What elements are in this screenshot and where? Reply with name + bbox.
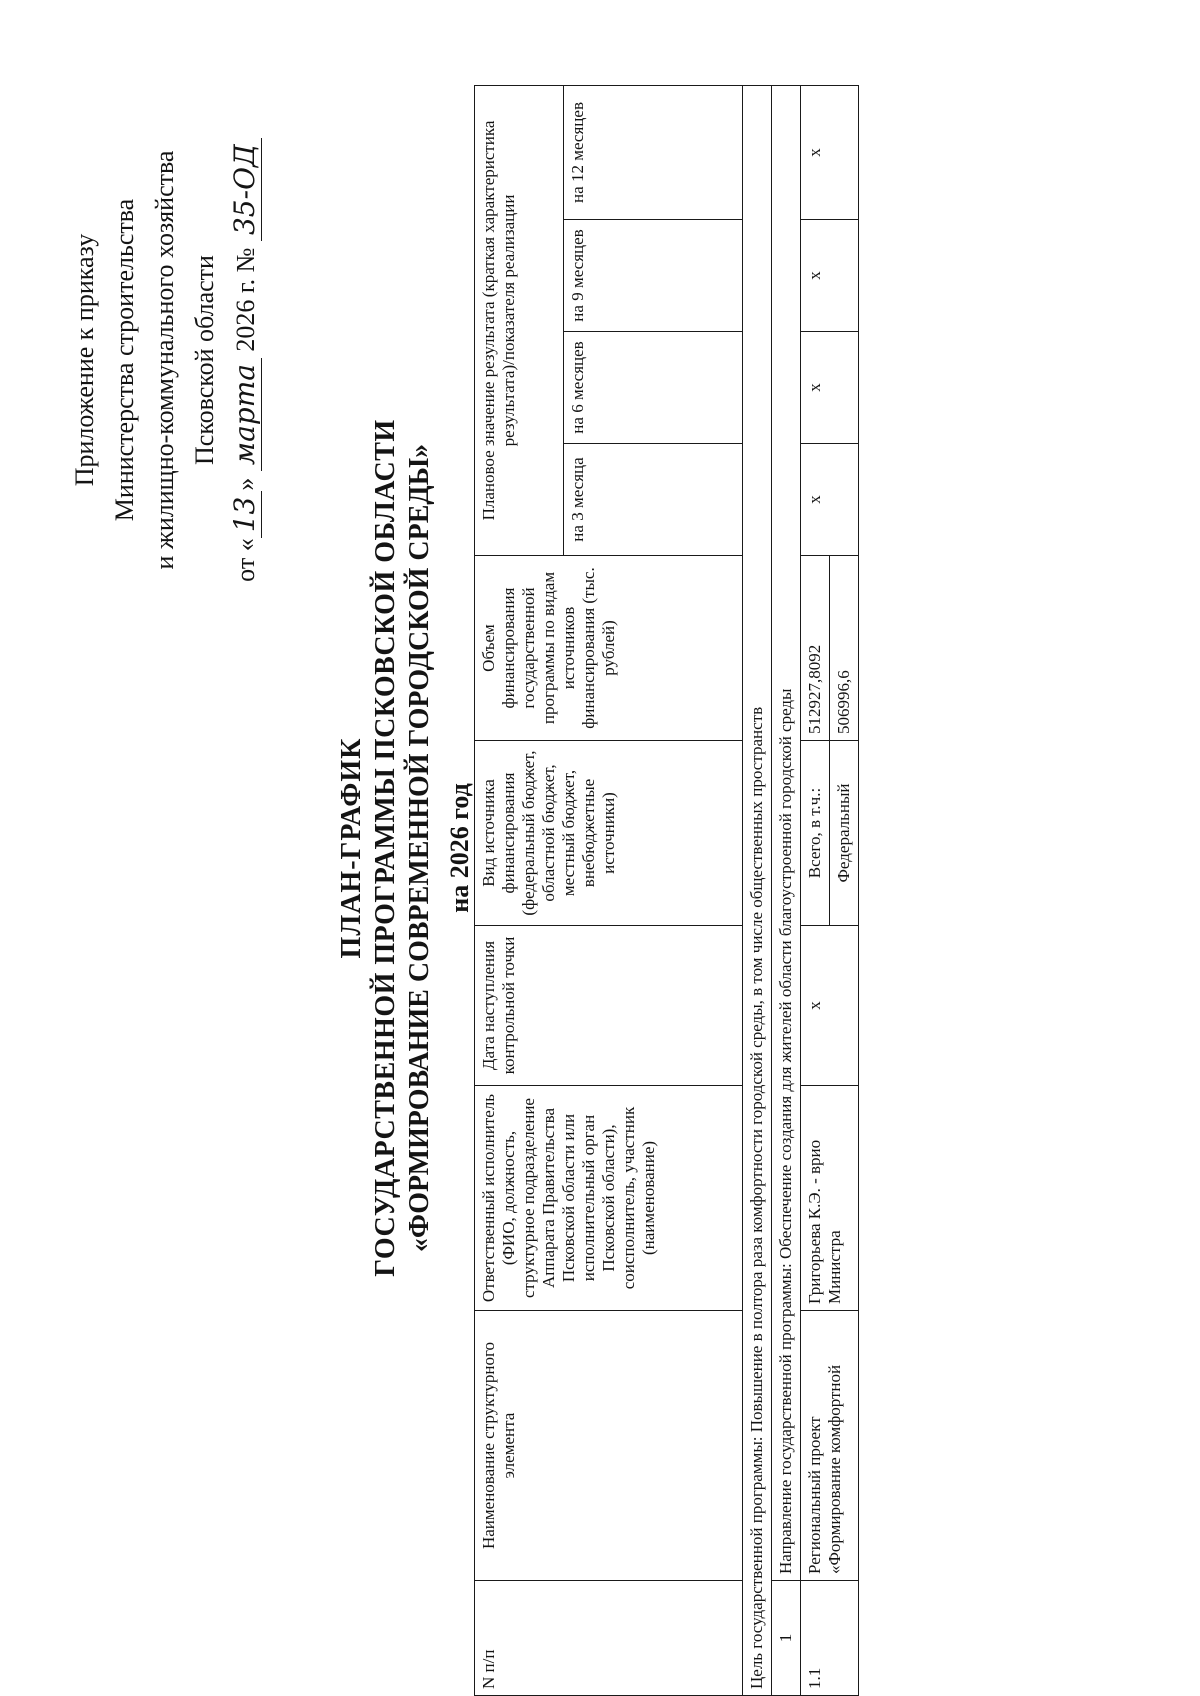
row-value-3-months: х	[801, 444, 859, 556]
header-responsible: Ответственный исполнитель (ФИО, должность, структурное подразделение Аппарата Правительства Псковской области или исполнительный орган Псковской области), соисполнитель, участник (наименование)	[475, 1086, 743, 1311]
header-9-months: на 9 месяцев	[564, 220, 743, 332]
annotation-line-1: Приложение к приказу	[70, 233, 99, 487]
header-name: Наименование структурного элемента	[475, 1311, 743, 1581]
row-value-9-months: х	[801, 220, 859, 332]
document-title	[335, 0, 477, 1696]
row-source-federal: Федеральный	[830, 741, 859, 926]
row-volume-total: 512927,8092	[801, 556, 830, 741]
title-program-name: «ФОРМИРОВАНИЕ СОВРЕМЕННОЙ ГОРОДСКОЙ СРЕДЫ»	[404, 443, 435, 1253]
header-row	[475, 85, 564, 1695]
title-year: на 2026 год	[445, 783, 474, 913]
direction-row	[772, 85, 801, 1695]
header-num: N п/п	[475, 1581, 743, 1696]
year-text: 2026 г. №	[231, 247, 260, 352]
goal-text: Цель государственной программы: Повышение в полтора раза комфортности городской среды, в том числе общественных пространств	[743, 85, 772, 1695]
table-row	[801, 85, 830, 1695]
header-3-months: на 3 месяца	[564, 444, 743, 556]
header-volume: Объем финансирования государственной программы по видам источников финансирования (тыс. рублей)	[475, 556, 743, 741]
row-volume-federal: 506996,6	[830, 556, 859, 741]
header-6-months: на 6 месяцев	[564, 332, 743, 444]
handwritten-order-number: 35-ОД	[228, 138, 262, 241]
date-mid: »	[231, 477, 260, 491]
row-source-total: Всего, в т.ч.:	[801, 741, 830, 926]
title-program: ГОСУДАРСТВЕННОЙ ПРОГРАММЫ ПСКОВСКОЙ ОБЛАСТИ	[370, 419, 401, 1277]
handwritten-month: марта	[228, 358, 262, 471]
header-date: Дата наступления контрольной точки	[475, 926, 743, 1086]
row-num: 1.1	[801, 1581, 859, 1696]
header-source: Вид источника финансирования (федеральный бюджет, областной бюджет, местный бюджет, внебюджетные источники)	[475, 741, 743, 926]
row-value-12-months: х	[801, 85, 859, 219]
row-date: х	[801, 926, 859, 1086]
goal-row	[743, 85, 772, 1695]
date-prefix: от «	[231, 538, 260, 582]
annotation-line-4: Псковской области	[190, 255, 219, 465]
header-planned: Плановое значение результата (краткая характеристика результата)/показателя реализации	[475, 85, 564, 555]
row-responsible: Григорьева К.Э. - врио Министра	[801, 1086, 859, 1311]
row-name: Региональный проект «Формирование комфортной	[801, 1311, 859, 1581]
title-plan-schedule: ПЛАН-ГРАФИК	[336, 737, 367, 959]
row-value-6-months: х	[801, 332, 859, 444]
plan-schedule-table	[474, 85, 859, 1696]
direction-text: Направление государственной программы: Обеспечение создания для жителей области благоустроенной городской среды	[772, 85, 801, 1580]
handwritten-day: 13	[228, 491, 262, 539]
header-12-months: на 12 месяцев	[564, 85, 743, 219]
annotation-line-2: Министерства строительства	[110, 198, 139, 522]
order-annotation	[65, 100, 266, 620]
order-date-line	[225, 100, 266, 620]
direction-num: 1	[772, 1581, 801, 1696]
annotation-line-3: и жилищно-коммунального хозяйства	[150, 150, 179, 570]
